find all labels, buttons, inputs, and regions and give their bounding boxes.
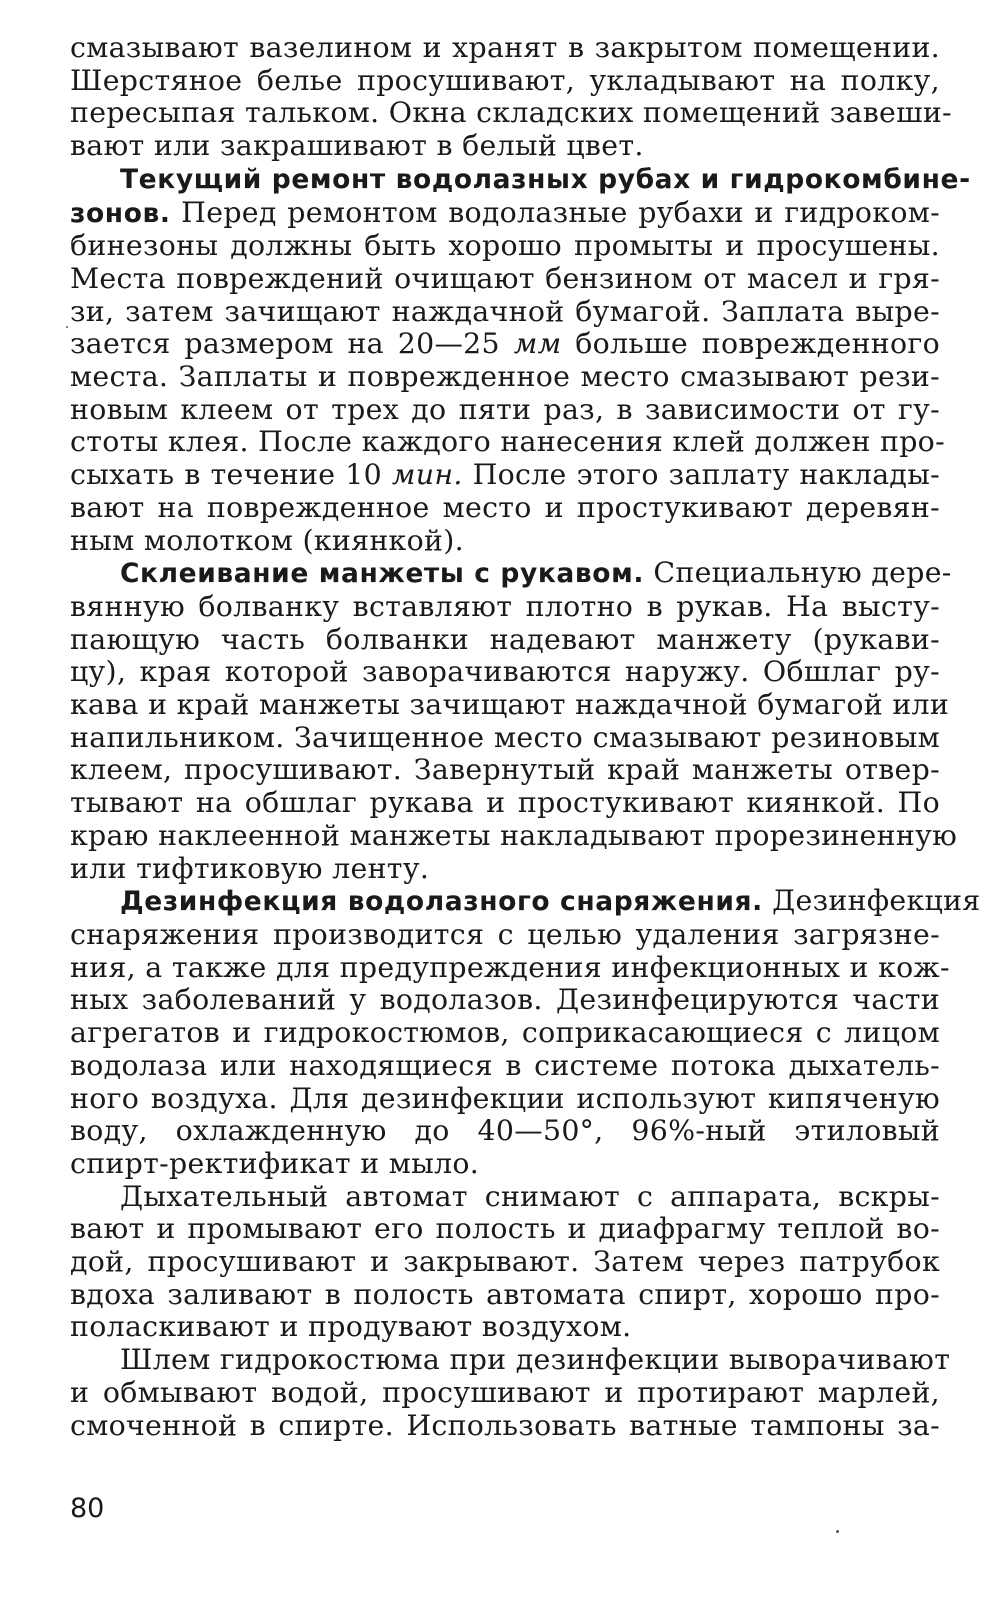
text-line: напильником. Зачищенное место смазывают резиновым [70,720,940,754]
text-line: вают или закрашивают в белый цвет. [70,129,644,163]
text-line: дой, просушивают и закрывают. Затем через патрубок [70,1245,940,1279]
text-line: водолаза или находящиеся в системе потока дыхатель- [70,1048,940,1082]
text-line: стоты клея. После каждого нанесения клей должен про- [70,425,945,459]
text-line: Шлем гидрокостюма при дезинфекции выворачивают [120,1343,951,1377]
text-line: кава и край манжеты зачищают наждачной бумагой или [70,688,950,722]
text-line: места. Заплаты и поврежденное место смазывают рези- [70,360,940,394]
text-line: снаряжения производится с целью удаления загрязне- [70,917,940,951]
text-line: новым клеем от трех до пяти раз, в зависимости от гу- [70,392,940,426]
paragraph-helmet [70,1343,951,1442]
text-line: Склеивание манжеты с рукавом. Специальную дере- [120,556,952,590]
text-line: Шерстяное белье просушивают, укладывают на полку, [70,63,940,97]
unit-mm: мм [513,327,562,361]
text-line: ных заболеваний у водолазов. Дезинфецируются части [70,983,940,1017]
paragraph-storage [70,31,952,163]
text-line: зонов. Перед ремонтом водолазные рубахи и гидроком- [70,195,940,229]
page-number: 80 [70,1493,105,1524]
section-heading-disinfection: Дезинфекция водолазного снаряжения. [120,886,763,918]
text-line: цу), края которой заворачиваются наружу. Обшлаг ру- [70,655,940,689]
section-heading-repair-cont: зонов. [70,197,171,229]
text-line: зи, затем зачищают наждачной бумагой. Заплата выре- [70,294,940,328]
section-heading-repair: Текущий ремонт водолазных рубах и гидрокомбине- [120,163,971,195]
text-line: вают на поврежденное место и простукивают деревян- [70,490,940,524]
section-heading-cuff: Склеивание манжеты с рукавом. [120,558,645,590]
text-line: ного воздуха. Для дезинфекции используют кипяченую [70,1081,940,1115]
text-line: поласкивают и продувают воздухом. [70,1310,632,1344]
text-line: вают и промывают его полость и диафрагму теплой во- [70,1212,940,1246]
text-line: или тифтиковую ленту. [70,851,430,885]
text-line: пересыпая тальком. Окна складских помещений завеши- [70,96,952,130]
paragraph-repair [70,163,971,557]
text-line: тывают на обшлаг рукава и простукивают киянкой. По [70,786,940,820]
text-line: ния, а также для предупреждения инфекционных и кож- [70,950,950,984]
text-line: Дезинфекция водолазного снаряжения. Дезинфекция [120,884,981,918]
text-line: краю наклеенной манжеты накладывают прорезиненную [70,818,958,852]
text-line: и обмывают водой, просушивают и протирают марлей, [70,1375,940,1409]
print-speck [66,326,68,328]
text-line: смазывают вазелином и хранят в закрытом помещении. [70,31,940,64]
text-line: пающую часть болванки надевают манжету (рукави- [70,622,940,656]
print-speck [836,1530,839,1533]
text-line: зается размером на 20—25 мм больше поврежденного [70,327,940,361]
text-line: Дыхательный автомат снимают с аппарата, вскры- [120,1179,940,1213]
text-line: клеем, просушивают. Завернутый край манжеты отвер- [70,753,940,787]
text-line: воду, охлажденную до 40—50°, 96%-ный этиловый [70,1114,940,1148]
text-line: вянную болванку вставляют плотно в рукав. На высту- [70,589,940,623]
text-line: смоченной в спирте. Использовать ватные тампоны за- [70,1408,940,1442]
text-line [70,163,971,197]
page-body [70,31,981,1442]
text-line: агрегатов и гидрокостюмов, соприкасающиеся с лицом [70,1016,940,1050]
paragraph-cuff [70,556,958,885]
paragraph-disinfection [70,884,981,1180]
text-line: бинезоны должны быть хорошо промыты и просушены. [70,229,940,263]
text-line: спирт-ректификат и мыло. [70,1146,480,1180]
text-line: вдоха заливают в полость автомата спирт, хорошо про- [70,1277,940,1311]
text-line: ным молотком (киянкой). [70,523,464,557]
text-line: сыхать в течение 10 мин. После этого заплату наклады- [70,458,941,492]
paragraph-breathing-automat [70,1181,940,1345]
unit-min: мин. [391,458,463,492]
text-line: Места повреждений очищают бензином от масел и гря- [70,261,940,295]
